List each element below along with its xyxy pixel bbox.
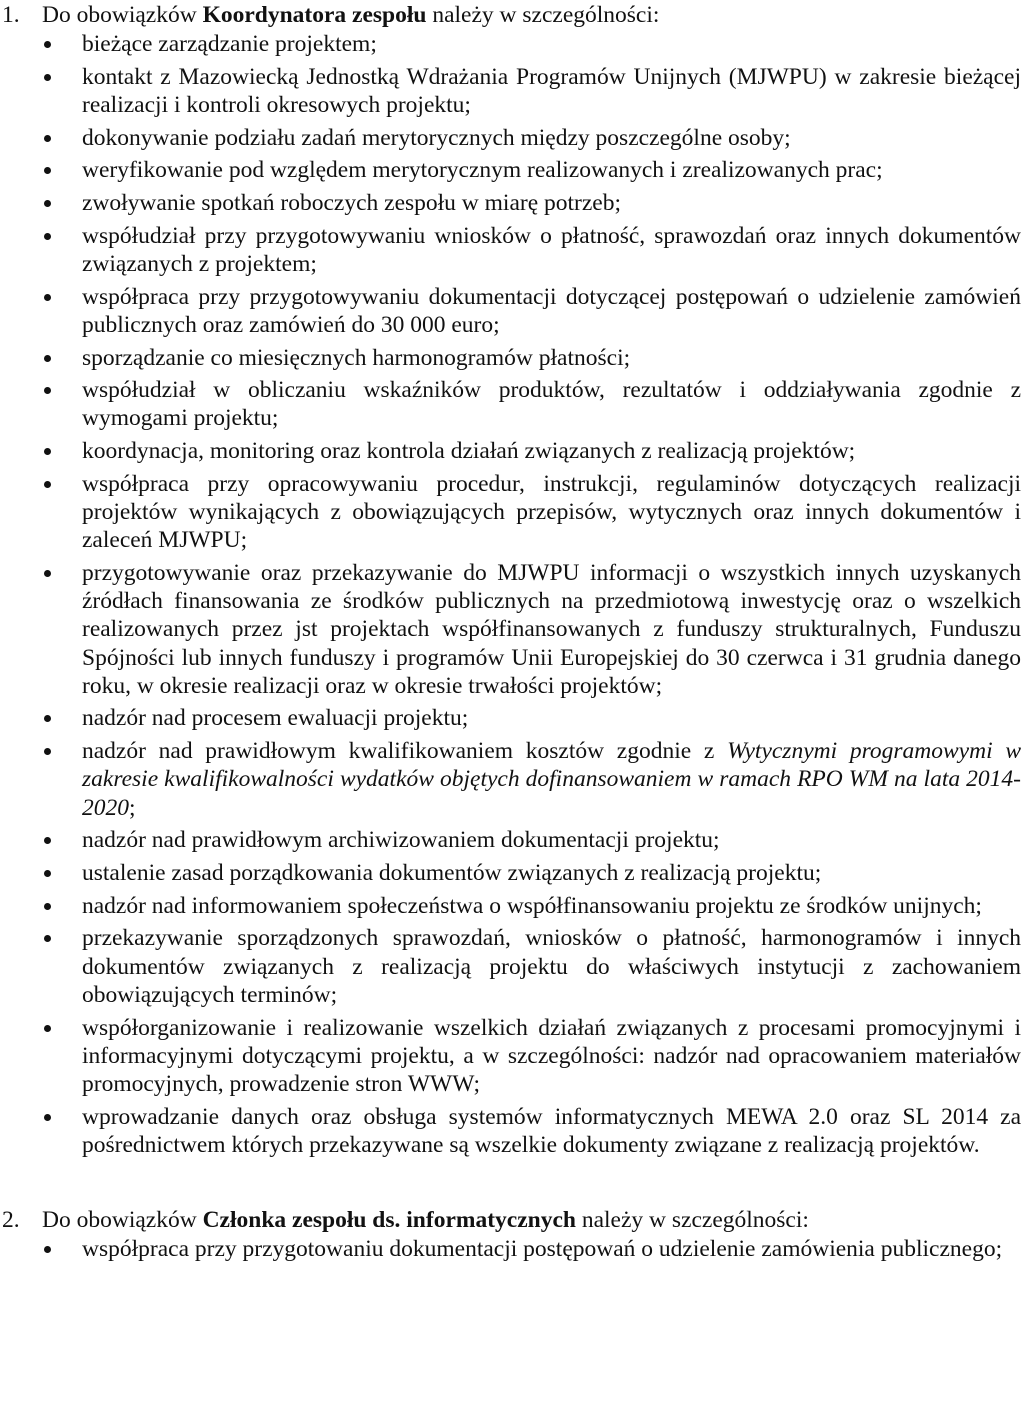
list-item-text: zwoływanie spotkań roboczych zespołu w miarę potrzeb; bbox=[82, 190, 622, 217]
list-item-text: bieżące zarządzanie projektem; bbox=[82, 31, 377, 57]
list-item bbox=[0, 30, 1024, 58]
section-number: 1. bbox=[2, 2, 20, 28]
section-number: 2. bbox=[2, 1206, 20, 1233]
bullet-icon bbox=[44, 935, 51, 942]
list-item bbox=[0, 859, 1024, 887]
bullet-icon bbox=[44, 715, 51, 722]
bullet-icon bbox=[44, 903, 51, 910]
list-item bbox=[0, 470, 1024, 555]
role-name: Członka zespołu ds. informatycznych bbox=[202, 1206, 576, 1233]
heading-lead: Do obowiązków bbox=[42, 2, 203, 28]
duties-list bbox=[0, 30, 1024, 1159]
list-item-text: dokonywanie podziału zadań merytorycznych między poszczególne osoby; bbox=[82, 124, 791, 151]
list-item-text: wprowadzanie danych oraz obsługa systemów informatycznych MEWA 2.0 oraz SL 2014 za pośrednictwem których przekazywane są wszelkie dokumenty związane z realizacją projektów. bbox=[82, 1103, 1021, 1158]
bullet-icon bbox=[44, 294, 51, 301]
list-item-text: współorganizowanie i realizowanie wszelkich działań związanych z procesami promocyjnymi i informacyjnymi dotyczącymi projektu, a w szczególności: nadzór nad opracowaniem materiałów promocyjnych, prowadzenie stron WWW; bbox=[82, 1014, 1021, 1097]
list-item bbox=[0, 63, 1024, 119]
list-item bbox=[0, 437, 1024, 465]
bullet-icon bbox=[44, 870, 51, 877]
heading-lead: Do obowiązków bbox=[42, 1206, 203, 1233]
list-item-text: współudział w obliczaniu wskaźników produktów, rezultatów i oddziaływania zgodnie z wymogami projektu; bbox=[82, 377, 1021, 432]
list-item bbox=[0, 924, 1024, 1009]
bullet-icon bbox=[44, 167, 51, 174]
list-item-text: nadzór nad prawidłowym archiwizowaniem dokumentacji projektu; bbox=[82, 827, 720, 854]
list-item-text: przygotowywanie oraz przekazywanie do MJWPU informacji o wszystkich innych uzyskanych źródłach finansowania ze środków publicznych na przedmiotową inwestycję oraz o wszelkich realizowanych przez jst projektach współfinansowanych z funduszy strukturalnych, Funduszu Spójności lub innych funduszy i programów Unii Europejskiej do 30 czerwca i 31 grudnia danego roku, w okresie realizacji oraz w okresie trwałości projektów; bbox=[82, 559, 1021, 699]
bullet-icon bbox=[44, 1025, 51, 1032]
bullet-icon bbox=[44, 748, 51, 755]
list-item bbox=[0, 892, 1024, 920]
section-czlonek-it bbox=[0, 1205, 1024, 1263]
bullet-icon bbox=[44, 570, 51, 577]
section-heading bbox=[0, 1205, 1024, 1235]
list-item bbox=[0, 283, 1024, 339]
list-item bbox=[0, 376, 1024, 432]
list-item-text: współpraca przy opracowywaniu procedur, instrukcji, regulaminów dotyczących realizacji projektów wynikających z obowiązujących przepisów, wytycznych oraz innych dokumentów i zaleceń MJWPU; bbox=[82, 470, 1021, 554]
bullet-icon bbox=[44, 1246, 51, 1253]
list-item-text: sporządzanie co miesięcznych harmonogramów płatności; bbox=[82, 344, 631, 371]
bullet-icon bbox=[44, 233, 51, 240]
list-item-text: nadzór nad procesem ewaluacji projektu; bbox=[82, 705, 469, 732]
bullet-icon bbox=[44, 837, 51, 844]
list-item bbox=[0, 344, 1024, 372]
section-heading bbox=[0, 0, 1024, 30]
list-item bbox=[0, 559, 1024, 700]
bullet-icon bbox=[44, 355, 51, 362]
bullet-icon bbox=[44, 1114, 51, 1121]
list-item-text: przekazywanie sporządzonych sprawozdań, wniosków o płatność, harmonogramów i innych dokumentów związanych z realizacją projektu do właściwych instytucji z zachowaniem obowiązujących terminów; bbox=[82, 925, 1021, 1008]
list-item bbox=[0, 1103, 1024, 1159]
bullet-icon bbox=[44, 448, 51, 455]
list-item-text: ustalenie zasad porządkowania dokumentów związanych z realizacją projektu; bbox=[82, 859, 822, 886]
list-item-text: koordynacja, monitoring oraz kontrola działań związanych z realizacją projektów; bbox=[82, 438, 856, 465]
list-item bbox=[0, 1235, 1024, 1263]
list-item-text: weryfikowanie pod względem merytorycznym realizowanych i zrealizowanych prac; bbox=[82, 157, 883, 184]
bullet-icon bbox=[44, 74, 51, 81]
bullet-icon bbox=[44, 41, 51, 48]
list-item-text: nadzór nad prawidłowym kwalifikowaniem kosztów zgodnie z bbox=[82, 738, 728, 765]
heading-tail: należy w szczególności: bbox=[575, 1206, 809, 1233]
section-spacer bbox=[0, 1164, 1024, 1205]
list-item-text: współpraca przy przygotowywaniu dokumentacji dotyczącej postępowań o udzielenie zamówień publicznych oraz zamówień do 30 000 euro; bbox=[82, 283, 1021, 338]
list-item-italic-text: Wytycznymi programowymi w zakresie kwalifikowalności wydatków objętych dofinansowaniem w ramach RPO WM na lata 2014-2020 bbox=[82, 738, 1021, 821]
bullet-icon bbox=[44, 481, 51, 488]
role-name: Koordynatora zespołu bbox=[202, 2, 427, 28]
bullet-icon bbox=[44, 387, 51, 394]
bullet-icon bbox=[44, 200, 51, 207]
list-item bbox=[0, 1014, 1024, 1099]
list-item bbox=[0, 189, 1024, 217]
heading-tail: należy w szczególności: bbox=[426, 2, 660, 28]
list-item-text: współpraca przy przygotowaniu dokumentacji postępowań o udzielenie zamówienia publicznego; bbox=[82, 1235, 1003, 1262]
duties-list bbox=[0, 1235, 1024, 1263]
list-item-text: kontakt z Mazowiecką Jednostką Wdrażania Programów Unijnych (MJWPU) w zakresie bieżącej realizacji i kontroli okresowych projektu; bbox=[82, 63, 1021, 118]
list-item bbox=[0, 124, 1024, 152]
list-item bbox=[0, 222, 1024, 278]
list-item-text: współudział przy przygotowywaniu wniosków o płatność, sprawozdań oraz innych dokumentów związanych z projektem; bbox=[82, 222, 1021, 277]
list-item-text: ; bbox=[129, 794, 136, 821]
list-item-text: nadzór nad informowaniem społeczeństwa o współfinansowaniu projektu ze środków unijnych; bbox=[82, 892, 982, 919]
bullet-icon bbox=[44, 135, 51, 142]
list-item bbox=[0, 156, 1024, 184]
list-item bbox=[0, 826, 1024, 854]
list-item bbox=[0, 737, 1024, 822]
list-item bbox=[0, 704, 1024, 732]
